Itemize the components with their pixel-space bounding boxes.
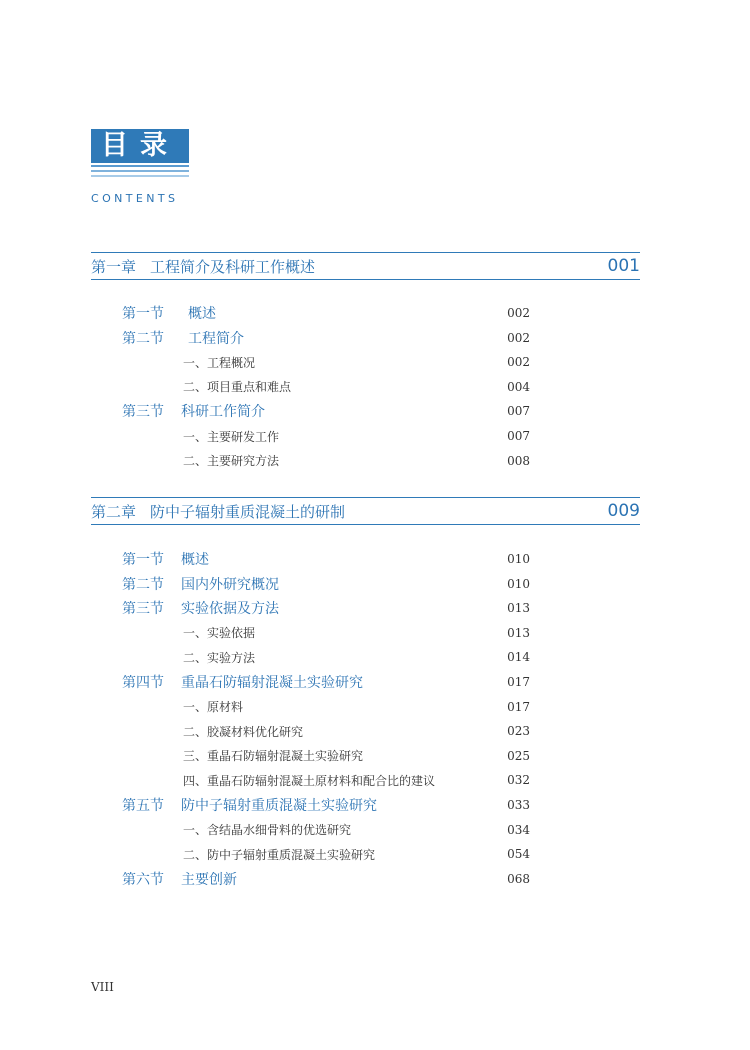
entry-page-number: 033 xyxy=(507,798,530,812)
section-title: 科研工作简介 xyxy=(181,404,265,421)
entry-page-number: 007 xyxy=(507,429,530,443)
section-title: 国内外研究概况 xyxy=(181,576,279,593)
toc-section-entry[interactable] xyxy=(0,548,640,570)
entry-page-number: 007 xyxy=(507,404,530,419)
chapter-title: 防中子辐射重质混凝土的研制 xyxy=(150,502,346,521)
toc-section-entry[interactable] xyxy=(0,671,640,693)
contents-title: 目录 xyxy=(101,130,179,161)
entry-page-number: 008 xyxy=(507,453,530,468)
entry-page-number: 054 xyxy=(507,847,530,862)
toc-subsection-entry[interactable] xyxy=(0,769,640,791)
toc-subsection-entry[interactable] xyxy=(0,720,640,742)
toc-section-entry[interactable] xyxy=(0,302,640,324)
subsection-title: 一、实验依据 xyxy=(183,626,256,641)
section-title: 概述 xyxy=(188,306,216,322)
subsection-title: 二、胶凝材料优化研究 xyxy=(183,724,304,739)
entry-page-number: 032 xyxy=(507,773,530,788)
subsection-title: 三、重晶石防辐射混凝土实验研究 xyxy=(183,749,364,764)
chapter-page: 001 xyxy=(607,256,640,276)
chapter-page: 009 xyxy=(607,501,640,521)
subsection-title: 四、重晶石防辐射混凝土原材料和配合比的建议 xyxy=(183,773,436,788)
section-title: 重晶石防辐射混凝土实验研究 xyxy=(181,675,363,691)
entry-page-number: 068 xyxy=(507,871,530,886)
toc-section-entry[interactable] xyxy=(0,327,640,349)
title-stripes xyxy=(91,165,189,180)
entry-page-number: 014 xyxy=(507,650,530,665)
chapter-label: 第二章 xyxy=(91,502,137,521)
subsection-title: 二、主要研究方法 xyxy=(183,454,280,469)
entry-page-number: 023 xyxy=(507,724,530,739)
toc-subsection-entry[interactable] xyxy=(0,622,640,644)
subsection-title: 一、含结晶水细骨料的优选研究 xyxy=(183,823,352,838)
chapter-title: 工程简介及科研工作概述 xyxy=(150,257,316,276)
entry-page-number: 013 xyxy=(507,601,530,616)
section-title: 概述 xyxy=(181,552,209,568)
section-title: 实验依据及方法 xyxy=(181,601,279,618)
entry-page-number: 002 xyxy=(507,355,530,370)
section-label: 第一节 xyxy=(122,306,164,322)
toc-subsection-entry[interactable] xyxy=(0,745,640,767)
toc-section-entry[interactable] xyxy=(0,868,640,890)
section-label: 第四节 xyxy=(122,675,164,691)
subsection-title: 一、主要研发工作 xyxy=(183,429,280,444)
toc-section-entry[interactable] xyxy=(0,573,640,595)
entry-page-number: 004 xyxy=(507,379,530,394)
toc-subsection-entry[interactable] xyxy=(0,819,640,841)
toc-subsection-entry[interactable] xyxy=(0,376,640,398)
chapter-heading[interactable] xyxy=(91,497,640,525)
subsection-title: 二、防中子辐射重质混凝土实验研究 xyxy=(183,847,376,862)
subsection-title: 一、原材料 xyxy=(183,700,244,715)
section-title: 主要创新 xyxy=(181,871,237,888)
section-title: 工程简介 xyxy=(188,330,244,347)
toc-section-entry[interactable] xyxy=(0,794,640,816)
chapter-label: 第一章 xyxy=(91,257,137,276)
entry-page-number: 013 xyxy=(507,625,530,640)
entry-page-number: 034 xyxy=(507,822,530,837)
toc-subsection-entry[interactable] xyxy=(0,646,640,668)
toc-subsection-entry[interactable] xyxy=(0,425,640,447)
contents-subtitle: CONTENTS xyxy=(91,192,179,205)
entry-page-number: 010 xyxy=(507,552,530,566)
section-label: 第六节 xyxy=(122,871,164,888)
section-label: 第五节 xyxy=(122,798,164,814)
entry-page-number: 002 xyxy=(507,330,530,345)
section-label: 第二节 xyxy=(122,330,164,347)
section-label: 第三节 xyxy=(122,404,164,421)
toc-subsection-entry[interactable] xyxy=(0,450,640,472)
entry-page-number: 002 xyxy=(507,306,530,320)
entry-page-number: 010 xyxy=(507,576,530,591)
chapter-heading[interactable] xyxy=(91,252,640,280)
toc-subsection-entry[interactable] xyxy=(0,696,640,718)
entry-page-number: 025 xyxy=(507,748,530,763)
section-label: 第二节 xyxy=(122,576,164,593)
toc-section-entry[interactable] xyxy=(0,597,640,619)
toc-subsection-entry[interactable] xyxy=(0,843,640,865)
section-title: 防中子辐射重质混凝土实验研究 xyxy=(181,798,377,814)
page-number: VIII xyxy=(91,980,114,994)
subsection-title: 二、项目重点和难点 xyxy=(183,380,292,395)
toc-section-entry[interactable] xyxy=(0,400,640,422)
entry-page-number: 017 xyxy=(507,699,530,714)
section-label: 第三节 xyxy=(122,601,164,618)
subsection-title: 一、工程概况 xyxy=(183,355,256,370)
entry-page-number: 017 xyxy=(507,675,530,689)
subsection-title: 二、实验方法 xyxy=(183,650,256,665)
toc-subsection-entry[interactable] xyxy=(0,351,640,373)
section-label: 第一节 xyxy=(122,552,164,568)
contents-title-box xyxy=(91,129,189,163)
